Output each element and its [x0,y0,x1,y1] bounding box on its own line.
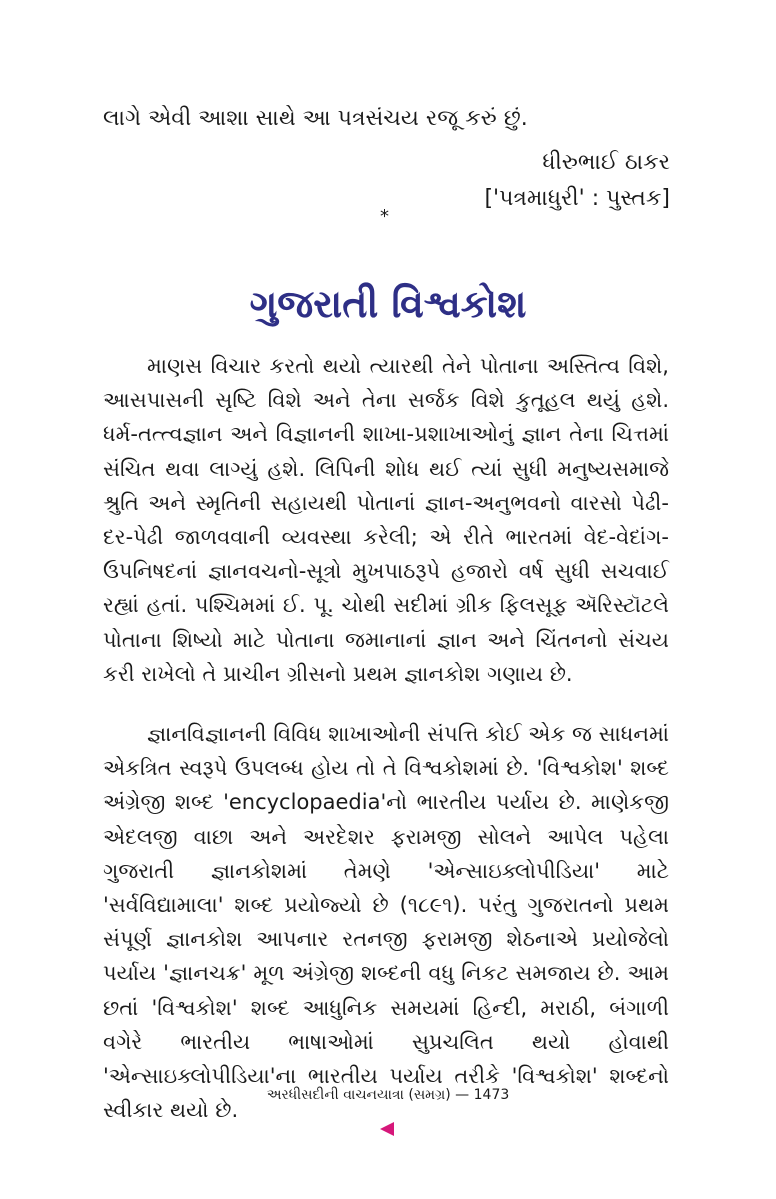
signature-source: ['પત્રમાધુરી' : પુસ્તક] [484,186,670,211]
intro-line: લાગે એવી આશા સાથે આ પત્રસંચય રજૂ કરું છું. [103,106,528,131]
article-title: ગુજરાતી વિશ્વકોશ [249,282,527,326]
signature-author: ધીરુભાઈ ઠાકર [542,150,670,175]
article-paragraph-1: માણસ વિચાર કરતો થયો ત્યારથી તેને પોતાના અસ્તિત્વ વિશે, આસપાસની સૃષ્ટિ વિશે અને તેના સર્જક વિશે કુતૂહલ થયું હશે. ધર્મ-તત્ત્વજ્ઞાન અને વિજ્ઞાનની શાખા-પ્રશાખાઓનું જ્ઞાન તેના ચિત્તમાં સંચિત થવા લાગ્યું હશે. લિપિની શોધ થઈ ત્યાં સુધી મનુષ્યસમાજે શ્રુતિ અને સ્મૃતિની સહાયથી પોતાનાં જ્ઞાન-અનુભવનો વારસો પેઢી-દર-પેઢી જાળવવાની વ્યવસ્થા કરેલી; એ રીતે ભારતમાં વેદ-વેદાંગ-ઉપનિષદનાં જ્ઞાનવચનો-સૂત્રો મુખપાઠરૂપે હજારો વર્ષ સુધી સચવાઈ રહ્યાં હતાં. પશ્ચિમમાં ઈ. પૂ. ચોથી સદીમાં ગ્રીક ફિલસૂફ ઍરિસ્ટૉટલે પોતાના શિષ્યો માટે પોતાના જમાનાનાં જ્ઞાન અને ચિંતનનો સંચય કરી રાખેલો તે પ્રાચીન ગ્રીસનો પ્રથમ જ્ઞાનકોશ ગણાય છે. [103,354,669,686]
page-footer: અરધીસદીની વાચનયાત્રા (સમગ્ર) — 1473 [266,1087,510,1103]
section-separator: * [380,206,389,227]
article-paragraph-2: જ્ઞાનવિજ્ઞાનની વિવિધ શાખાઓની સંપત્તિ કોઈ એક જ સાધનમાં એકત્રિત સ્વરૂપે ઉપલબ્ધ હોય તો તે વિશ્વકોશમાં છે. 'વિશ્વકોશ' શબ્દ અંગ્રેજી શબ્દ 'encyclopaedia'નો ભારતીય પર્યાય છે. માણેકજી એદલજી વાછા અને અરદેશર ફરામજી સોલને આપેલ પહેલા ગુજરાતી જ્ઞાનકોશમાં તેમણે 'એન્સાઇક્લોપીડિયા' માટે 'સર્વવિદ્યામાલા' શબ્દ પ્રયોજ્યો છે (૧૮૯૧). પરંતુ ગુજરાતનો પ્રથમ સંપૂર્ણ જ્ઞાનકોશ આપનાર રતનજી ફરામજી શેઠનાએ પ્રયોજેલો પર્યાય 'જ્ઞાનચક્ર' મૂળ અંગ્રેજી શબ્દની વધુ નિકટ સમજાય છે. આમ છતાં 'વિશ્વકોશ' શબ્દ આધુનિક સમયમાં હિન્દી, મરાઠી, બંગાળી વગેરે ભારતીય ભાષાઓમાં સુપ્રચલિત થયો હોવાથી 'એન્સાઇક્લોપીડિયા'ના ભારતીય પર્યાય તરીકે 'વિશ્વકોશ' શબ્દનો સ્વીકાર થયો છે. [103,722,669,1123]
previous-page-arrow-icon[interactable] [380,1122,394,1136]
